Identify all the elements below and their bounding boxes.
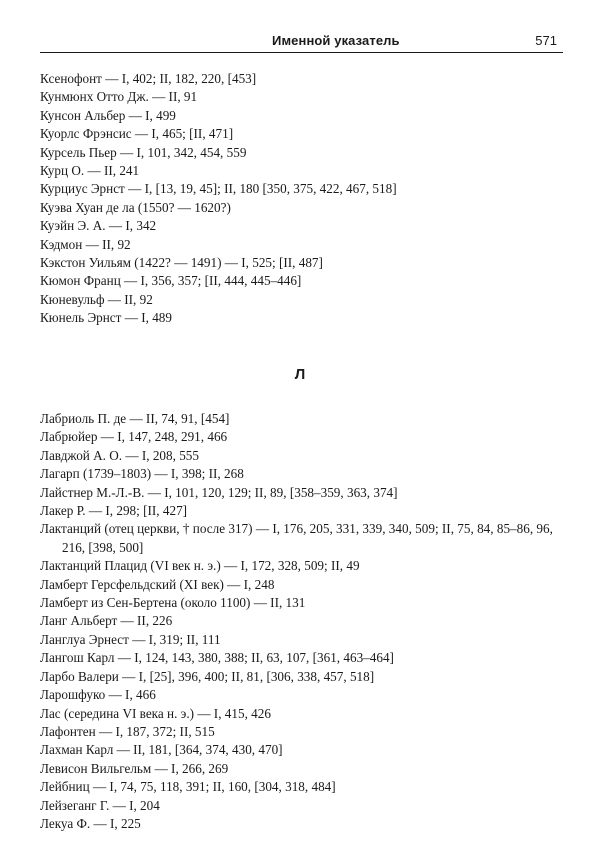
index-entry: Курциус Эрнст — I, [13, 19, 45]; II, 180 [350, 375, 422, 467, 518] xyxy=(40,181,397,197)
index-entry: Ламберт из Сен-Бертена (около 1100) — II, 131 xyxy=(40,595,306,611)
index-entry: Ларбо Валери — I, [25], 396, 400; II, 81, [306, 338, 457, 518] xyxy=(40,668,375,684)
index-entry: Кунмюнх Отто Дж. — II, 91 xyxy=(40,89,198,105)
index-entry: Кюневульф — II, 92 xyxy=(40,291,153,307)
index-entry: Кюмон Франц — I, 356, 357; [II, 444, 445–446] xyxy=(40,273,302,289)
index-entry: Ксенофонт — I, 402; II, 182, 220, [453] xyxy=(40,71,257,86)
index-entry: Лейбниц — I, 74, 75, 118, 391; II, 160, [304, 318, 484] xyxy=(40,779,336,795)
section-letter-heading: Л xyxy=(294,366,306,383)
index-entry: Лабриоль П. де — II, 74, 91, [454] xyxy=(40,411,230,426)
index-group-l xyxy=(40,410,570,833)
index-entry: Лакер Р. — I, 298; [II, 427] xyxy=(40,503,188,519)
running-header xyxy=(40,28,563,53)
index-entry: Лафонтен — I, 187, 372; II, 515 xyxy=(40,723,215,739)
index-entry: Лангош Карл — I, 124, 143, 380, 388; II, 63, 107, [361, 463–464] xyxy=(40,650,394,666)
index-entry: Лавджой А. О. — I, 208, 555 xyxy=(40,447,199,463)
index-entry: Левисон Вильгельм — I, 266, 269 xyxy=(40,760,229,776)
index-group-k xyxy=(40,70,570,328)
index-entry: Кэкстон Уильям (1422? — 1491) — I, 525; [II, 487] xyxy=(40,255,323,271)
index-entry: Лайстнер М.-Л.-В. — I, 101, 120, 129; II, 89, [358–359, 363, 374] xyxy=(40,484,398,500)
index-entry: Курсель Пьер — I, 101, 342, 454, 559 xyxy=(40,144,247,160)
index-entry: Ламберт Герсфельдский (XI век) — I, 248 xyxy=(40,576,275,592)
index-entry: Кюнель Эрнст — I, 489 xyxy=(40,310,172,326)
index-entry: Лейзеганг Г. — I, 204 xyxy=(40,797,160,813)
running-title: Именной указатель xyxy=(272,33,400,48)
index-entry: Кунсон Альбер — I, 499 xyxy=(40,107,176,123)
index-entry: Лабрюйер — I, 147, 248, 291, 466 xyxy=(40,429,228,445)
index-entry: Кэдмон — II, 92 xyxy=(40,236,131,252)
index-entry: Лактанций Плацид (VI век н. э.) — I, 172, 328, 509; II, 49 xyxy=(40,558,360,574)
index-entry: Лактанций (отец церкви, † после 317) — I, 176, 205, 331, 339, 340, 509; II, 75, 84, 85–86, 96, 216, [398, 500] xyxy=(40,521,553,555)
index-entry: Лекуа Ф. — I, 225 xyxy=(40,815,141,831)
index-entry: Ланг Альберт — II, 226 xyxy=(40,613,173,629)
index-entry: Курц О. — II, 241 xyxy=(40,163,140,179)
index-entry: Лахман Карл — II, 181, [364, 374, 430, 470] xyxy=(40,742,283,758)
index-entry: Куэйн Э. А. — I, 342 xyxy=(40,218,157,234)
index-entry: Лагарп (1739–1803) — I, 398; II, 268 xyxy=(40,466,244,482)
index-entry: Лас (середина VI века н. э.) — I, 415, 426 xyxy=(40,705,271,721)
page-number: 571 xyxy=(535,33,557,48)
index-entry: Ларошфуко — I, 466 xyxy=(40,687,156,703)
index-entry: Куорлс Фрэнсис — I, 465; [II, 471] xyxy=(40,126,234,142)
index-entry: Куэва Хуан де ла (1550? — 1620?) xyxy=(40,199,231,215)
index-entry: Ланглуа Эрнест — I, 319; II, 111 xyxy=(40,631,221,647)
